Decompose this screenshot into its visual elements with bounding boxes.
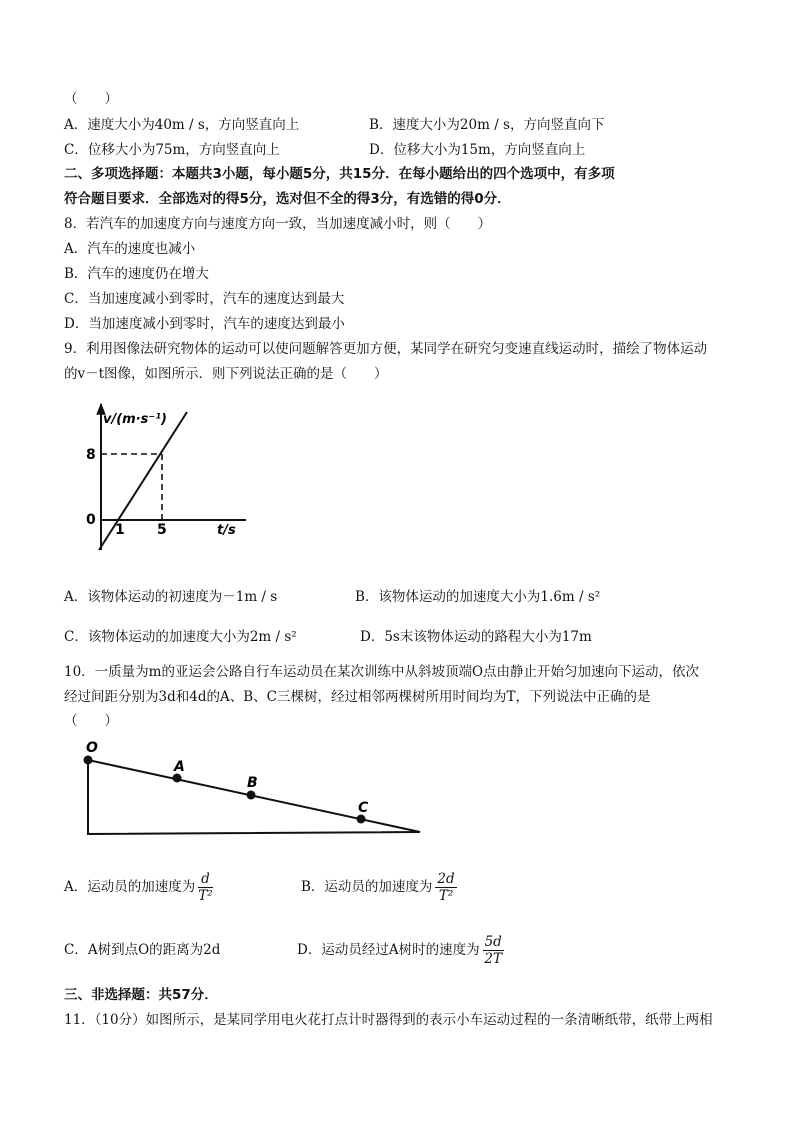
velocity-time-graph: [86, 398, 256, 558]
q10-option-d-denominator: 2T: [484, 951, 502, 967]
label-c: C: [358, 800, 369, 816]
q8-stem: 8．若汽车的加速度方向与速度方向一致，当加速度减小时，则（ ）: [64, 216, 492, 232]
q8-option-b[interactable]: B．汽车的速度仍在增大: [64, 266, 209, 282]
q10-option-d-numerator: 5d: [484, 934, 502, 950]
q7-option-d[interactable]: D．位移大小为15m，方向竖直向上: [369, 142, 586, 158]
q10-option-d-text: D．运动员经过A树时的速度为: [297, 942, 480, 958]
q10-option-b-text: B．运动员的加速度为: [301, 879, 433, 895]
q10-option-a-fraction: [198, 871, 212, 904]
section3-heading: 三、非选择题：共57分．: [64, 987, 218, 1003]
q11-stem: 11．（10分）如图所示，是某同学用电火花打点计时器得到的表示小车运动过程的一条清晰纸带，纸带上两相: [64, 1012, 713, 1028]
q10-option-b-numerator: 2d: [437, 871, 455, 887]
q7-option-b[interactable]: B．速度大小为20m / s，方向竖直向下: [369, 117, 605, 133]
graph-x-tick-1: 1: [115, 522, 125, 538]
q7-option-c[interactable]: C．位移大小为75m，方向竖直向上: [64, 142, 280, 158]
q9-stem-line2: 的v－t图像，如图所示．则下列说法正确的是（ ）: [64, 366, 388, 382]
graph-x-label: t/s: [217, 523, 236, 538]
graph-origin-label: 0: [86, 512, 96, 528]
point-b: [247, 791, 256, 800]
q8-option-d[interactable]: D．当加速度减小到零时，汽车的速度达到最小: [64, 316, 345, 332]
q9-option-c[interactable]: C．该物体运动的加速度大小为2m / s²: [64, 629, 297, 645]
graph-y-tick-8: 8: [86, 447, 96, 463]
q9-option-b[interactable]: B．该物体运动的加速度大小为1.6m / s²: [355, 589, 601, 605]
q10-option-a[interactable]: [64, 869, 213, 905]
q10-option-b[interactable]: [301, 869, 457, 905]
q9-option-a[interactable]: A．该物体运动的初速度为－1m / s: [64, 589, 278, 605]
section2-heading-line2: 符合题目要求．全部选对的得5分，选对但不全的得3分，有选错的得0分．: [64, 191, 511, 207]
q10-stem-line1: 10．一质量为m的亚运会公路自行车运动员在某次训练中从斜坡顶端O点由静止开始匀加速向下运动，依次: [64, 664, 700, 680]
q10-option-d-fraction: [483, 934, 504, 967]
q7-option-a[interactable]: A．速度大小为40m / s，方向竖直向上: [64, 117, 300, 133]
q10-option-d[interactable]: [297, 932, 504, 968]
q10-paren: （ ）: [64, 713, 118, 729]
point-o: [84, 756, 93, 765]
graph-velocity-line: [99, 412, 187, 550]
label-a: A: [174, 759, 185, 775]
q8-option-a[interactable]: A．汽车的速度也减小: [64, 241, 196, 257]
q7-paren: （ ）: [64, 91, 118, 107]
graph-y-label: v/(m·s⁻¹): [103, 412, 167, 427]
q9-option-d[interactable]: D．5s末该物体运动的路程大小为17m: [360, 629, 592, 645]
q10-option-c[interactable]: C．A树到点O的距离为2d: [64, 942, 221, 958]
label-o: O: [86, 740, 98, 756]
section2-heading-line1: 二、多项选择题：本题共3小题，每小题5分，共15分．在每小题给出的四个选项中，有多项: [64, 166, 615, 182]
q10-option-b-fraction: [435, 871, 456, 904]
q9-stem-line1: 9．利用图像法研究物体的运动可以使问题解答更加方便，某同学在研究匀变速直线运动时，描绘了物体运动: [64, 341, 708, 357]
q10-stem-line2: 经过间距分别为3d和4d的A、B、C三棵树，经过相邻两棵树所用时间均为T，下列说法中正确的是: [64, 689, 651, 705]
q10-option-a-text: A．运动员的加速度为: [64, 879, 196, 895]
q10-option-b-denominator: T²: [438, 888, 454, 904]
q10-option-a-numerator: d: [198, 871, 212, 888]
graph-x-tick-5: 5: [157, 522, 167, 538]
slope-diagram: [80, 736, 430, 840]
q10-option-a-denominator: T²: [198, 888, 213, 904]
label-b: B: [247, 775, 258, 791]
q8-option-c[interactable]: C．当加速度减小到零时，汽车的速度达到最大: [64, 291, 345, 307]
